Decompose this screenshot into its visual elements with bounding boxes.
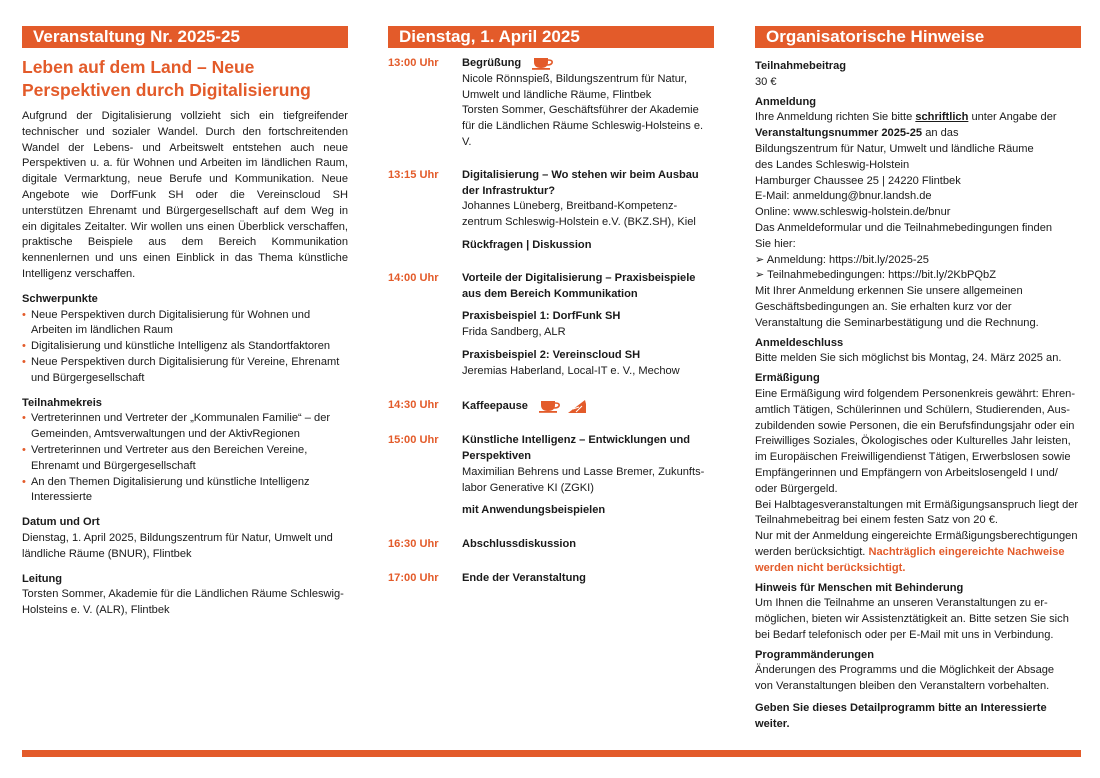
info-line: Geschäftsbedingungen an. Sie erhalten kurz vor der bbox=[755, 300, 1012, 313]
ermaessigung-line: zubildenden sowie Personen, die ein Berufsfindungsjahr oder ein bbox=[755, 419, 1075, 432]
info-line: Das Anmeldeformular und die Teilnahmebedingungen finden bbox=[755, 221, 1053, 234]
agenda-item bbox=[388, 168, 714, 254]
list-item: • Vertreterinnen und Vertreter der „Kommunalen Familie“ – der Gemeinden, Amtsverwaltungen und der AktivRegionen bbox=[22, 411, 348, 443]
conditions-link[interactable]: ➢ Teilnahmebedingungen: https://bit.ly/2KbPQbZ bbox=[755, 269, 996, 282]
cake-slice-icon bbox=[567, 398, 587, 414]
agenda-time: 14:30 Uhr bbox=[388, 398, 439, 411]
anmeldeschluss-heading: Anmeldeschluss bbox=[755, 336, 844, 349]
agenda-title: aus dem Bereich Kommunikation bbox=[462, 287, 638, 300]
agenda-item bbox=[388, 537, 714, 553]
example-heading: Praxisbeispiel 1: DorfFunk SH bbox=[462, 310, 621, 323]
list-item: • Neue Perspektiven durch Digitalisierung für Wohnen und Arbeiten im ländlichen Raum bbox=[22, 308, 348, 340]
schwerpunkte-heading: Schwerpunkte bbox=[22, 292, 98, 305]
ermaessigung-line: Bei Halbtagesveranstaltungen mit Ermäßigungsanspruch liegt der bbox=[755, 498, 1079, 511]
schriftlich-link[interactable]: schriftlich bbox=[915, 111, 969, 124]
address-line: Bildungszentrum für Natur, Umwelt und ländliche Räume bbox=[755, 142, 1034, 155]
ermaessigung-line: im Europäischen Freiwilligendienst Tätigen, Erwerbslosen sowie bbox=[755, 451, 1071, 464]
agenda-title: Perspektiven bbox=[462, 450, 532, 463]
agenda-title: Ende der Veranstaltung bbox=[462, 572, 586, 585]
agenda-line: für die Ländlichen Räume Schleswig-Holsteins e. V. bbox=[462, 120, 704, 148]
list-item: • Digitalisierung und künstliche Intelligenz als Standortfaktoren bbox=[22, 339, 348, 355]
hinweis-line: Um Ihnen die Teilnahme an unseren Veranstaltungen zu er- bbox=[755, 597, 1048, 610]
agenda-item bbox=[388, 571, 714, 587]
agenda-line: Frida Sandberg, ALR bbox=[462, 326, 566, 339]
agenda-line: Nicole Rönnspieß, Bildungszentrum für Natur, bbox=[462, 72, 688, 85]
left-column bbox=[22, 26, 348, 619]
anmeldung-heading: Anmeldung bbox=[755, 95, 817, 108]
ermaessigung-line: werden berücksichtigt. Nachträglich eingereichte Nachweise bbox=[755, 545, 1065, 558]
hinweis-heading: Hinweis für Menschen mit Behinderung bbox=[755, 581, 964, 594]
programm-heading: Programmänderungen bbox=[755, 648, 874, 661]
list-item: • Neue Perspektiven durch Digitalisierung für Vereine, Ehrenamt und Bürgergesellschaft bbox=[22, 355, 348, 387]
event-title bbox=[22, 56, 348, 102]
hinweis-line: möglichen, bieten wir Assistenztätigkeit an. Bitte setzen Sie sich bbox=[755, 613, 1069, 626]
event-number-ref: Veranstaltungsnummer 2025-25 bbox=[755, 127, 923, 140]
warning-text: werden nicht berücksichtigt. bbox=[755, 561, 906, 574]
agenda-line: Maximilian Behrens und Lasse Bremer, Zukunfts- bbox=[462, 465, 705, 478]
programm-line: von Veranstaltungen bleiben den Veranstaltern vorbehalten. bbox=[755, 680, 1050, 693]
agenda-time: 15:00 Uhr bbox=[388, 434, 439, 447]
hinweis-line: bei Bedarf telefonisch oder per E-Mail mit uns in Verbindung. bbox=[755, 628, 1054, 641]
final-note: Geben Sie dieses Detailprogramm bitte an Interessierte weiter. bbox=[755, 702, 1047, 730]
agenda-time: 14:00 Uhr bbox=[388, 271, 439, 284]
teilnahmekreis-list bbox=[22, 411, 348, 506]
website-link[interactable]: Online: www.schleswig-holstein.de/bnur bbox=[755, 206, 951, 219]
agenda-time: 13:00 Uhr bbox=[388, 57, 439, 69]
ermaessigung-line: Eine Ermäßigung wird folgendem Personenkreis gewährt: Ehren- bbox=[755, 387, 1076, 400]
ermaessigung-heading: Ermäßigung bbox=[755, 372, 820, 385]
title-line-1: Leben auf dem Land – Neue bbox=[22, 57, 255, 77]
date-header: Dienstag, 1. April 2025 bbox=[388, 26, 714, 48]
ermaessigung-line: amtlich Tätigen, Schülerinnen und Schülern, Studierenden, Aus- bbox=[755, 403, 1070, 416]
datum-text: Dienstag, 1. April 2025, Bildungszentrum für Natur, Umwelt und ländliche Räume (BNUR), Flintbek bbox=[22, 531, 333, 560]
agenda-title: Abschlussdiskussion bbox=[462, 538, 577, 551]
right-column: Organisatorische Hinweise Teilnahmebeitrag 30 € Anmeldung Ihre Anmeldung richten Sie bitte schriftlich unter Angabe der Veranstaltungsnummer 2025-25 an das Bildungszentrum für Natur, Umwelt und ländliche Räume des Landes Schleswig-Holstein Hamburger Chaussee 25 | 24220 Flintbek E-Mail: anmeldung@bnur.landsh.de Online: www.schleswig-holstein.de/bnur Das Anmeldeformular und die Teilnahmebedingungen finden Sie hier: ➢ Anmeldung: https://bit.ly/2025-25 ➢ Teilnahmebedingungen: https://bit.ly/2KbPQbZ Mit Ihrer Anmeldung erkennen Sie unsere allgemeinen Geschäftsbedingungen an. Sie erhalten kurz vor der Veranstaltung die Seminarbestätigung und die Rechnung. Anmeldeschluss Bitte melden Sie sich möglichst bis Montag, 24. März 2025 an. Ermäßigung Eine Ermäßigung wird folgendem Personenkreis gewährt: Ehren- amtlich Tätigen, Schülerinnen und Schülern, Studierenden, Aus- zubildenden sowie Personen, die ein Berufsfindungsjahr oder ein Freiwilliges Soziales, Ökologisches oder Kulturelles Jahr leisten, im Europäischen Freiwilligendienst Tätigen, Erwerbslosen sowie Empfängerinnen und Empfängern von Arbeitslosengeld I und/ oder Bürgergeld. Bei Halbtagesveranstaltungen mit Ermäßigungsanspruch liegt der Teilnahmebeitrag bei einem festen Satz von 20 €. Nur mit der Anmeldung eingereichte Ermäßigungsberechtigungen werden berücksichtigt. Nachträglich eingereichte Nachweise werden nicht berücksichtigt. Hinweis für Menschen mit Behinderung Um Ihnen die Teilnahme an unseren Veranstaltungen zu er- möglichen, bieten wir Assistenztätigkeit an. Bitte setzen Sie sich bei Bedarf telefonisch oder per E-Mail mit uns in Verbindung. Programmänderungen Änderungen des Programms und die Möglichkeit der Absage von Veranstaltungen bleiben den Veranstaltern vorbehalten. Geben Sie dieses Detailprogramm bitte an Interessierte weiter. bbox=[755, 26, 1081, 733]
agenda-extra: Rückfragen | Diskussion bbox=[462, 238, 592, 251]
leitung-heading: Leitung bbox=[22, 572, 63, 585]
email-link[interactable]: E-Mail: anmeldung@bnur.landsh.de bbox=[755, 190, 932, 203]
example-heading: Praxisbeispiel 2: Vereinscloud SH bbox=[462, 348, 641, 361]
ermaessigung-line: Nur mit der Anmeldung eingereichte Ermäßigungsberechtigungen bbox=[755, 530, 1078, 543]
ermaessigung-line: oder Bürgergeld. bbox=[755, 482, 838, 495]
agenda-line: zentrum Schleswig-Holstein e.V. (BKZ.SH), Kiel bbox=[462, 216, 696, 229]
beitrag-heading: Teilnahmebeitrag bbox=[755, 60, 847, 72]
address-line: des Landes Schleswig-Holstein bbox=[755, 158, 910, 171]
agenda-extra: mit Anwendungsbeispielen bbox=[462, 504, 606, 517]
anmeldeschluss-text: Bitte melden Sie sich möglichst bis Montag, 24. März 2025 an. bbox=[755, 352, 1062, 365]
datum-heading: Datum und Ort bbox=[22, 516, 100, 529]
beitrag-value: 30 € bbox=[755, 75, 777, 88]
registration-link[interactable]: ➢ Anmeldung: https://bit.ly/2025-25 bbox=[755, 253, 929, 266]
agenda-line: Torsten Sommer, Geschäftsführer der Akademie bbox=[462, 104, 699, 117]
agenda-title: Digitalisierung – Wo stehen wir beim Ausbau bbox=[462, 168, 699, 181]
agenda-item bbox=[388, 271, 714, 380]
ermaessigung-line: Teilnahmebeitrag bei einem festen Satz von 20 €. bbox=[755, 514, 998, 527]
agenda-line: labor Generative KI (ZGKI) bbox=[462, 481, 594, 494]
agenda-line: Umwelt und ländliche Räume, Flintbek bbox=[462, 88, 652, 101]
agenda-item bbox=[388, 56, 714, 151]
warning-text: Nachträglich eingereichte Nachweise bbox=[868, 545, 1065, 558]
ermaessigung-line: Empfängerinnen und Empfängern von Arbeitslosengeld I und/ bbox=[755, 466, 1058, 479]
middle-column bbox=[388, 26, 714, 587]
info-line: Sie hier: bbox=[755, 237, 796, 250]
agenda-item bbox=[388, 433, 714, 519]
ermaessigung-line: Freiwilliges Soziales, Ökologisches oder Kulturelles Jahr leisten, bbox=[755, 435, 1071, 448]
agenda-title: Künstliche Intelligenz – Entwicklungen und bbox=[462, 434, 691, 447]
agenda-title: der Infrastruktur? bbox=[462, 184, 556, 197]
coffee-cup-icon bbox=[539, 399, 561, 413]
schwerpunkte-list bbox=[22, 308, 348, 387]
agenda-time: 13:15 Uhr bbox=[388, 168, 439, 181]
leitung-text: Torsten Sommer, Akademie für die Ländlichen Räume Schleswig-Holsteins e. V. (ALR), Flintbek bbox=[22, 588, 344, 617]
coffee-cup-icon bbox=[532, 56, 554, 70]
agenda-line: Jeremias Haberland, Local-IT e. V., Mechow bbox=[462, 364, 680, 377]
title-line-2: Perspektiven durch Digitalisierung bbox=[22, 80, 311, 100]
agenda-line: Johannes Lüneberg, Breitband-Kompetenz- bbox=[462, 200, 678, 213]
event-number-header: Veranstaltung Nr. 2025-25 bbox=[22, 26, 348, 48]
footer-bar bbox=[22, 750, 1081, 757]
agenda-title: Vorteile der Digitalisierung – Praxisbeispiele bbox=[462, 271, 696, 284]
agenda-title: Kaffeepause bbox=[462, 399, 528, 412]
info-line: Veranstaltung die Seminarbestätigung und die Rechnung. bbox=[755, 316, 1039, 329]
teilnahmekreis-heading: Teilnahmekreis bbox=[22, 396, 102, 409]
agenda-time: 16:30 Uhr bbox=[388, 538, 439, 551]
organisation-header: Organisatorische Hinweise bbox=[755, 26, 1081, 48]
list-item: • An den Themen Digitalisierung und künstliche Intelligenz Interessierte bbox=[22, 475, 348, 507]
agenda-time: 17:00 Uhr bbox=[388, 572, 439, 585]
info-line: Mit Ihrer Anmeldung erkennen Sie unsere allgemeinen bbox=[755, 285, 1023, 298]
anmeldung-text: Ihre Anmeldung richten Sie bitte schriftlich unter Angabe der bbox=[755, 111, 1057, 124]
agenda-title: Begrüßung bbox=[462, 57, 522, 69]
programm-line: Änderungen des Programms und die Möglichkeit der Absage bbox=[755, 664, 1055, 677]
address-line: Hamburger Chaussee 25 | 24220 Flintbek bbox=[755, 174, 961, 187]
intro-text: Aufgrund der Digitalisierung vollzieht sich ein tiefgreifender technischer und sozialer Wandel. Durch den fortschreitenden Wandel der Lebens- und Arbeitswelt entstehen auch neue Perspektiven u. a. für Wohnen und Arbeiten im ländlichen Raum, digitale Vermarktung, neue Berufe und Kommunikation. Neue Angebote wie DorfFunk SH oder die Vereinscloud SH unterstützen Ehrenamt und Bürgergesellschaft auf dem Weg in ein digitales Zeitalter. Wir wollen uns einen Überblick verschaffen, praktische Beispiele aus dem Bereich Kommunikation kennenlernen und uns einen Einblick in das Thema künstliche Intelligenz verschaffen. bbox=[22, 110, 348, 280]
agenda-item bbox=[388, 398, 714, 415]
list-item: • Vertreterinnen und Vertreter aus den Bereichen Vereine, Ehrenamt und Bürgergesellschaft bbox=[22, 443, 348, 475]
